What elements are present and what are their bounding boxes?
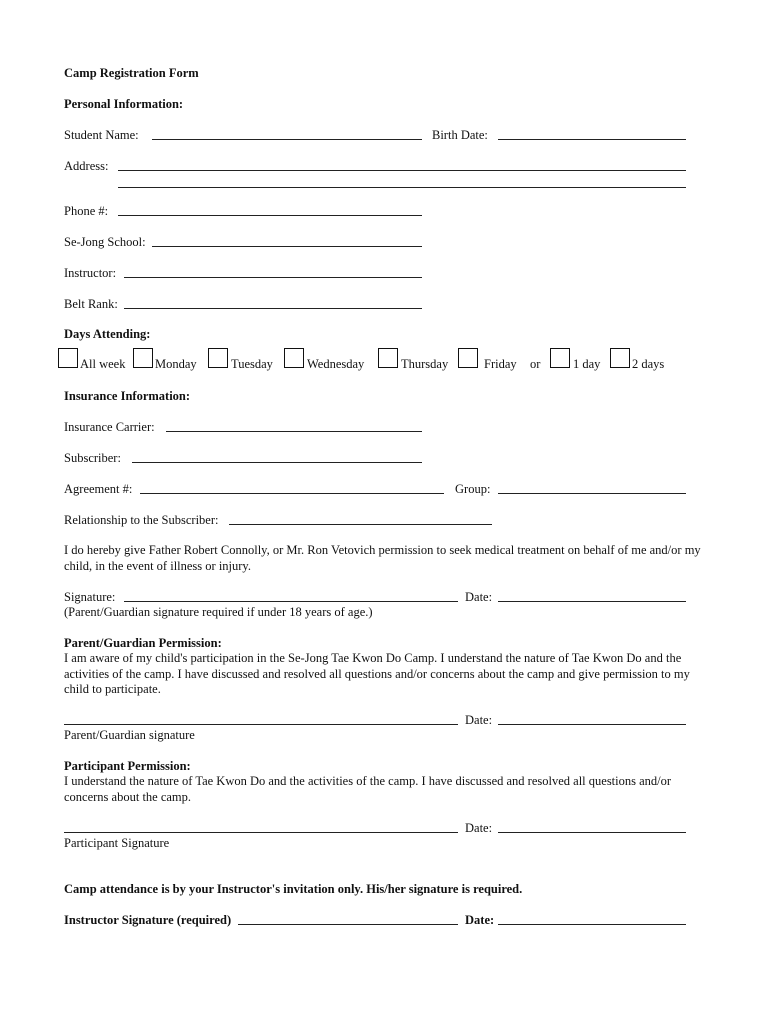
insurance-carrier-label: Insurance Carrier: [64,420,155,434]
student-name-field[interactable] [152,128,422,140]
days-attending-heading: Days Attending: [64,327,151,341]
address-field-line-2[interactable] [118,176,686,188]
medical-consent-text: I do hereby give Father Robert Connolly, or Mr. Ron Vetovich permission to seek medical treatment on behalf of me and/or my child, in the event of illness or injury. [64,543,701,573]
thursday-label: Thursday [401,357,449,371]
school-field[interactable] [152,235,422,247]
two-days-checkbox[interactable] [610,348,630,368]
parent-signature-field[interactable] [64,713,458,725]
instructor-notice: Camp attendance is by your Instructor's invitation only. His/her signature is required. [64,882,523,896]
phone-field[interactable] [118,204,422,216]
instructor-field[interactable] [124,266,422,278]
participant-permission-text: I understand the nature of Tae Kwon Do and the activities of the camp. I have discussed and resolved all questions and/or concerns about the camp. [64,774,672,804]
two-days-label: 2 days [632,357,665,371]
all-week-checkbox[interactable] [58,348,78,368]
one-day-checkbox[interactable] [550,348,570,368]
form-title: Camp Registration Form [64,66,199,80]
thursday-checkbox[interactable] [378,348,398,368]
monday-label: Monday [155,357,197,371]
parent-signature-caption: Parent/Guardian signature [64,728,195,742]
parent-date-field[interactable] [498,713,686,725]
birth-date-label: Birth Date: [432,128,488,142]
insurance-carrier-field[interactable] [166,420,422,432]
participant-date-field[interactable] [498,821,686,833]
friday-checkbox[interactable] [458,348,478,368]
subscriber-label: Subscriber: [64,451,121,465]
tuesday-label: Tuesday [231,357,273,371]
signature-label: Signature: [64,590,116,604]
participant-signature-field[interactable] [64,821,458,833]
birth-date-field[interactable] [498,128,686,140]
wednesday-checkbox[interactable] [284,348,304,368]
tuesday-checkbox[interactable] [208,348,228,368]
monday-checkbox[interactable] [133,348,153,368]
student-name-label: Student Name: [64,128,139,142]
consent-date-field[interactable] [498,590,686,602]
parent-permission-heading: Parent/Guardian Permission: [64,636,222,650]
participant-permission-heading: Participant Permission: [64,759,191,773]
agreement-field[interactable] [140,482,444,494]
consent-signature-field[interactable] [124,590,458,602]
relationship-field[interactable] [229,513,492,525]
all-week-label: All week [80,357,126,371]
address-label: Address: [64,159,109,173]
instructor-label: Instructor: [64,266,117,280]
instructor-date-label: Date: [465,913,495,927]
instructor-signature-field[interactable] [238,913,458,925]
friday-label: Friday [484,357,517,371]
insurance-heading: Insurance Information: [64,389,191,403]
relationship-label: Relationship to the Subscriber: [64,513,219,527]
wednesday-label: Wednesday [307,357,365,371]
phone-label: Phone #: [64,204,109,218]
parent-date-label: Date: [465,713,493,727]
address-field-line-1[interactable] [118,159,686,171]
signature-note: (Parent/Guardian signature required if under 18 years of age.) [64,605,373,619]
instructor-date-field[interactable] [498,913,686,925]
school-label: Se-Jong School: [64,235,146,249]
consent-date-label: Date: [465,590,493,604]
participant-signature-caption: Participant Signature [64,836,170,850]
participant-date-label: Date: [465,821,493,835]
group-label: Group: [455,482,491,496]
one-day-label: 1 day [573,357,601,371]
personal-info-heading: Personal Information: [64,97,184,111]
belt-rank-field[interactable] [124,297,422,309]
or-label: or [530,357,541,371]
belt-rank-label: Belt Rank: [64,297,118,311]
group-field[interactable] [498,482,686,494]
instructor-signature-label: Instructor Signature (required) [64,913,232,927]
parent-permission-text: I am aware of my child's participation in the Se-Jong Tae Kwon Do Camp. I understand the nature of Tae Kwon Do and the activities of the camp. I have discussed and resolved all questions and/or concerns about the camp and give permission to my child to participate. [64,651,690,696]
agreement-label: Agreement #: [64,482,133,496]
subscriber-field[interactable] [132,451,422,463]
